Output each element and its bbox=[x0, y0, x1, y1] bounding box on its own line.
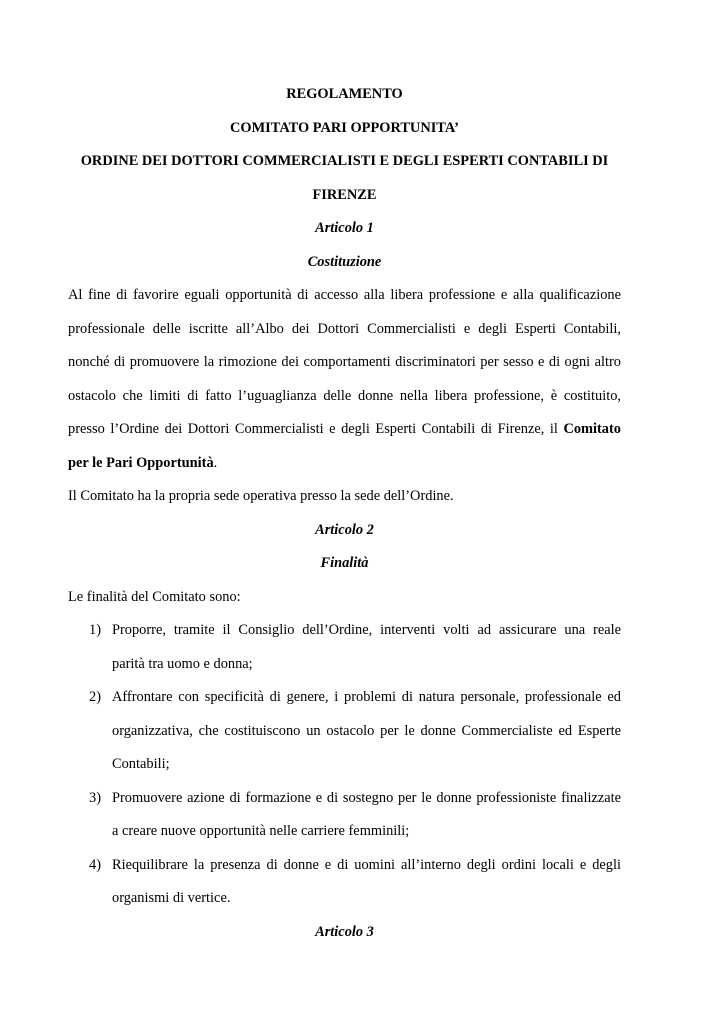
article-1-paragraph-line: professionale delle iscritte all’Albo dei Dottori Commercialisti e degli Esperti Contabili, bbox=[68, 321, 621, 337]
document-subtitle: COMITATO PARI OPPORTUNITA’ bbox=[230, 120, 459, 136]
article-2-subheading: Finalità bbox=[320, 555, 369, 571]
committee-name-bold-end: per le Pari Opportunità bbox=[68, 455, 214, 471]
article-3-heading: Articolo 3 bbox=[315, 924, 374, 940]
article-1-paragraph-line: nonché di promuovere la rimozione dei comportamenti discriminatori per sesso e di ogni altro bbox=[68, 354, 621, 370]
article-1-paragraph-line-text: presso l’Ordine dei Dottori Commercialisti e degli Esperti Contabili di Firenze, il bbox=[68, 421, 558, 437]
list-item-number: 4) bbox=[89, 857, 101, 873]
article-1-paragraph-line-with-bold bbox=[68, 421, 621, 438]
organization-line-2: FIRENZE bbox=[312, 187, 377, 203]
list-item-line: a creare nuove opportunità nelle carriere femminili; bbox=[112, 823, 410, 839]
list-item-number: 3) bbox=[89, 790, 101, 806]
article-1-subheading: Costituzione bbox=[307, 254, 382, 270]
list-item-number: 1) bbox=[89, 622, 101, 638]
list-item-line: Contabili; bbox=[112, 756, 170, 772]
list-item-line: organismi di vertice. bbox=[112, 890, 231, 906]
article-2-heading: Articolo 2 bbox=[315, 522, 374, 538]
list-item-line: Riequilibrare la presenza di donne e di uomini all’interno degli ordini locali e degli bbox=[112, 857, 621, 873]
article-2-intro: Le finalità del Comitato sono: bbox=[68, 589, 241, 605]
list-item-number: 2) bbox=[89, 689, 101, 705]
list-item-line: Promuovere azione di formazione e di sostegno per le donne professioniste finalizzate bbox=[112, 790, 621, 806]
article-1-paragraph-line: ostacolo che limiti di fatto l’uguaglianza delle donne nella libera professione, è costituito, bbox=[68, 388, 621, 404]
article-1-paragraph-2: Il Comitato ha la propria sede operativa presso la sede dell’Ordine. bbox=[68, 488, 454, 504]
list-item-line: Proporre, tramite il Consiglio dell’Ordine, interventi volti ad assicurare una reale bbox=[112, 622, 621, 638]
article-1-paragraph-last-line bbox=[68, 455, 621, 472]
article-1-paragraph-line: Al fine di favorire eguali opportunità di accesso alla libera professione e alla qualificazione bbox=[68, 287, 621, 303]
list-item-line: parità tra uomo e donna; bbox=[112, 656, 253, 672]
document-title: REGOLAMENTO bbox=[286, 86, 403, 102]
list-item-line: Affrontare con specificità di genere, i problemi di natura personale, professionale ed bbox=[112, 689, 621, 705]
list-item-line: organizzativa, che costituiscono un ostacolo per le donne Commercialiste ed Esperte bbox=[112, 723, 621, 739]
organization-line-1: ORDINE DEI DOTTORI COMMERCIALISTI E DEGLI ESPERTI CONTABILI DI bbox=[80, 153, 609, 169]
committee-name-bold-start: Comitato bbox=[563, 421, 621, 437]
article-1-heading: Articolo 1 bbox=[315, 220, 374, 236]
sentence-period: . bbox=[213, 455, 218, 471]
